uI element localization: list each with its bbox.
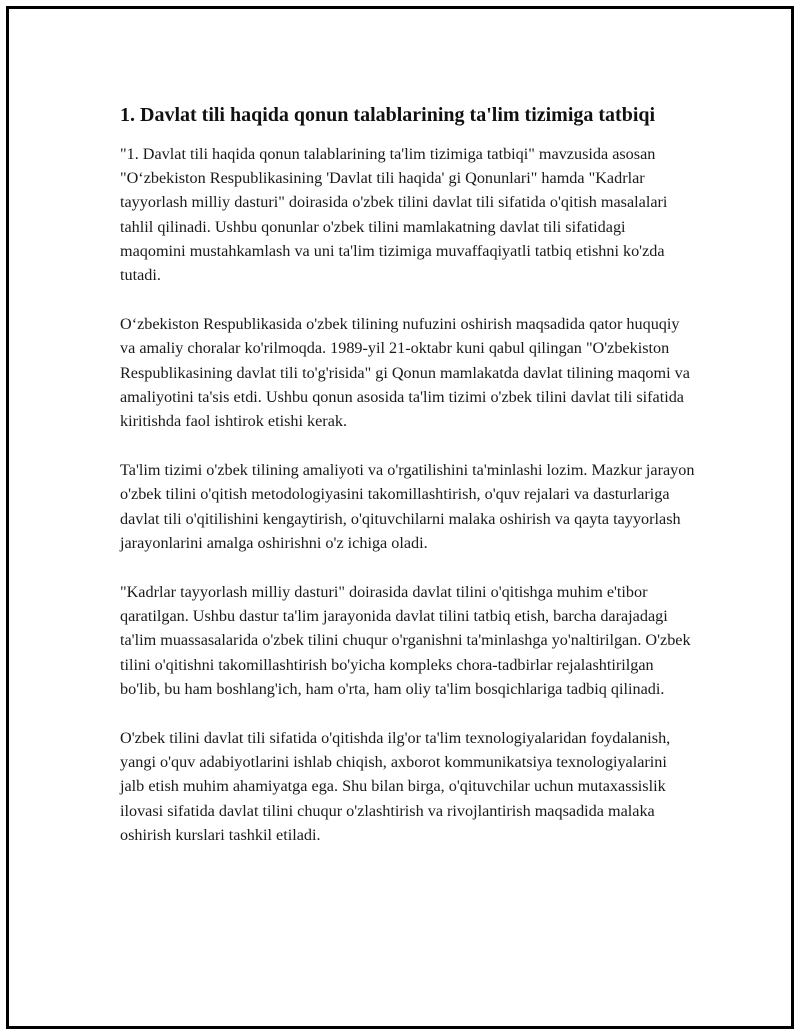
page-frame — [6, 6, 794, 1029]
paragraph-4: "Kadrlar tayyorlash milliy dasturi" doirasida davlat tilini o'qitishga muhim e'tibor qaratilgan. Ushbu dastur ta'lim jarayonida davlat tilini tatbiq etish, barcha darajadagi ta'lim muassasalarida o'zbek tilini chuqur o'rganishni ta'minlashga yo'naltirilgan. O'zbek tilini o'qitishni takomillashtirish bo'yicha kompleks chora-tadbirlar rejalashtirilgan bo'lib, bu ham boshlang'ich, ham o'rta, ham oliy ta'lim bosqichlariga tadbiq qilinadi. — [120, 583, 691, 698]
paragraph-1: "1. Davlat tili haqida qonun talablarining ta'lim tizimiga tatbiqi" mavzusida asosan "O‘zbekiston Respublikasining 'Davlat tili haqida' gi Qonunlari" hamda "Kadrlar tayyorlash milliy dasturi" doirasida o'zbek tilini davlat tili sifatida o'qitish masalalari tahlil qilinadi. Ushbu qonunlar o'zbek tilini mamlakatning davlat tili sifatidagi maqomini mustahkamlash va uni ta'lim tizimiga muvaffaqiyatli tatbiq etishni ko'zda tutadi. — [120, 145, 668, 285]
paragraph-3: Ta'lim tizimi o'zbek tilining amaliyoti va o'rgatilishini ta'minlashi lozim. Mazkur jarayon o'zbek tilini o'qitish metodologiyasini takomillashtirish, o'quv rejalari va dasturlariga davlat tili o'qitilishini kengaytirish, o'qituvchilarni malaka oshirish va qayta tayyorlash jarayonlarini amalga oshirishni o'z ichiga oladi. — [120, 461, 695, 552]
paragraph-2: O‘zbekiston Respublikasida o'zbek tilining nufuzini oshirish maqsadida qator huquqiy va amaliy choralar ko'rilmoqda. 1989-yil 21-oktabr kuni qabul qilingan "O'zbekiston Respublikasining davlat tili to'g'risida" gi Qonun mamlakatda davlat tilining maqomi va amaliyotini ta'sis etdi. Ushbu qonun asosida ta'lim tizimi o'zbek tilini davlat tili sifatida kiritishda faol ishtirok etishi kerak. — [120, 315, 690, 431]
document-heading: 1. Davlat tili haqida qonun talablarining ta'lim tizimiga tatbiqi — [120, 104, 656, 126]
document-body — [120, 102, 695, 872]
paragraph-5: O'zbek tilini davlat tili sifatida o'qitishda ilg'or ta'lim texnologiyalaridan foydalanish, yangi o'quv adabiyotlarini ishlab chiqish, axborot kommunikatsiya texnologiyalarini jalb etish muhim ahamiyatga ega. Shu bilan birga, o'qituvchilar uchun mutaxassislik ilovasi sifatida davlat tilini chuqur o'zlashtirish va rivojlantirish maqsadida malaka oshirish kurslari tashkil etiladi. — [120, 729, 671, 844]
